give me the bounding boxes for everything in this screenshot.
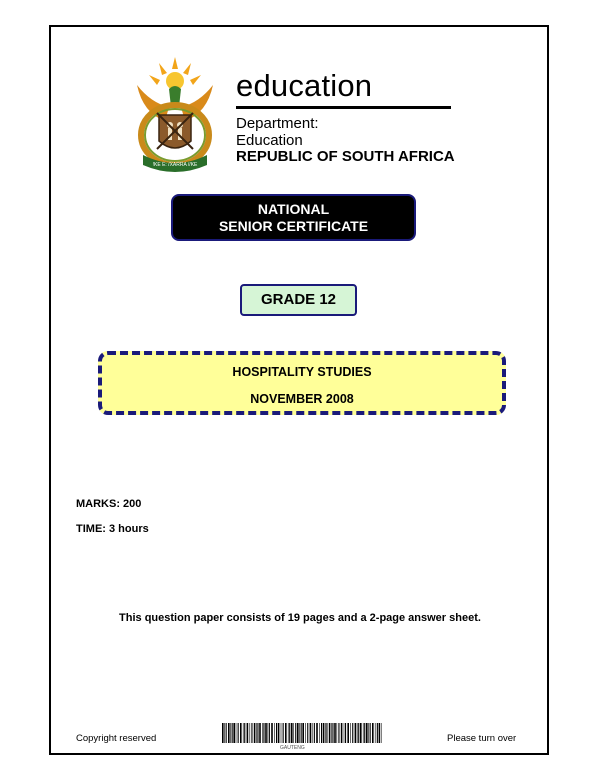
barcode-caption: GAUTENG — [280, 745, 305, 751]
copyright-notice: Copyright reserved — [76, 733, 157, 744]
turn-over-notice: Please turn over — [447, 733, 517, 744]
department-name: Education — [236, 132, 303, 149]
coat-of-arms-logo — [129, 55, 221, 173]
certificate-title-line1: NATIONAL — [257, 200, 330, 217]
certificate-title-line2: SENIOR CERTIFICATE — [218, 217, 369, 234]
country-name: REPUBLIC OF SOUTH AFRICA — [236, 148, 455, 165]
subject-box — [98, 351, 506, 415]
brand-wordmark: education — [236, 68, 373, 103]
coat-of-arms-motto: !KE E: /XARRA //KE — [152, 162, 198, 168]
exam-date: NOVEMBER 2008 — [250, 392, 354, 406]
brand-underline — [236, 106, 451, 109]
certificate-title-box — [171, 194, 416, 241]
pages-note: This question paper consists of 19 pages and a 2-page answer sheet. — [119, 612, 481, 624]
subject-name: HOSPITALITY STUDIES — [232, 365, 372, 379]
grade-badge: GRADE 12 — [240, 284, 357, 316]
marks-info: MARKS: 200 — [76, 498, 142, 510]
department-label: Department: — [236, 115, 319, 132]
barcode-image — [222, 723, 382, 745]
time-info: TIME: 3 hours — [76, 523, 149, 535]
